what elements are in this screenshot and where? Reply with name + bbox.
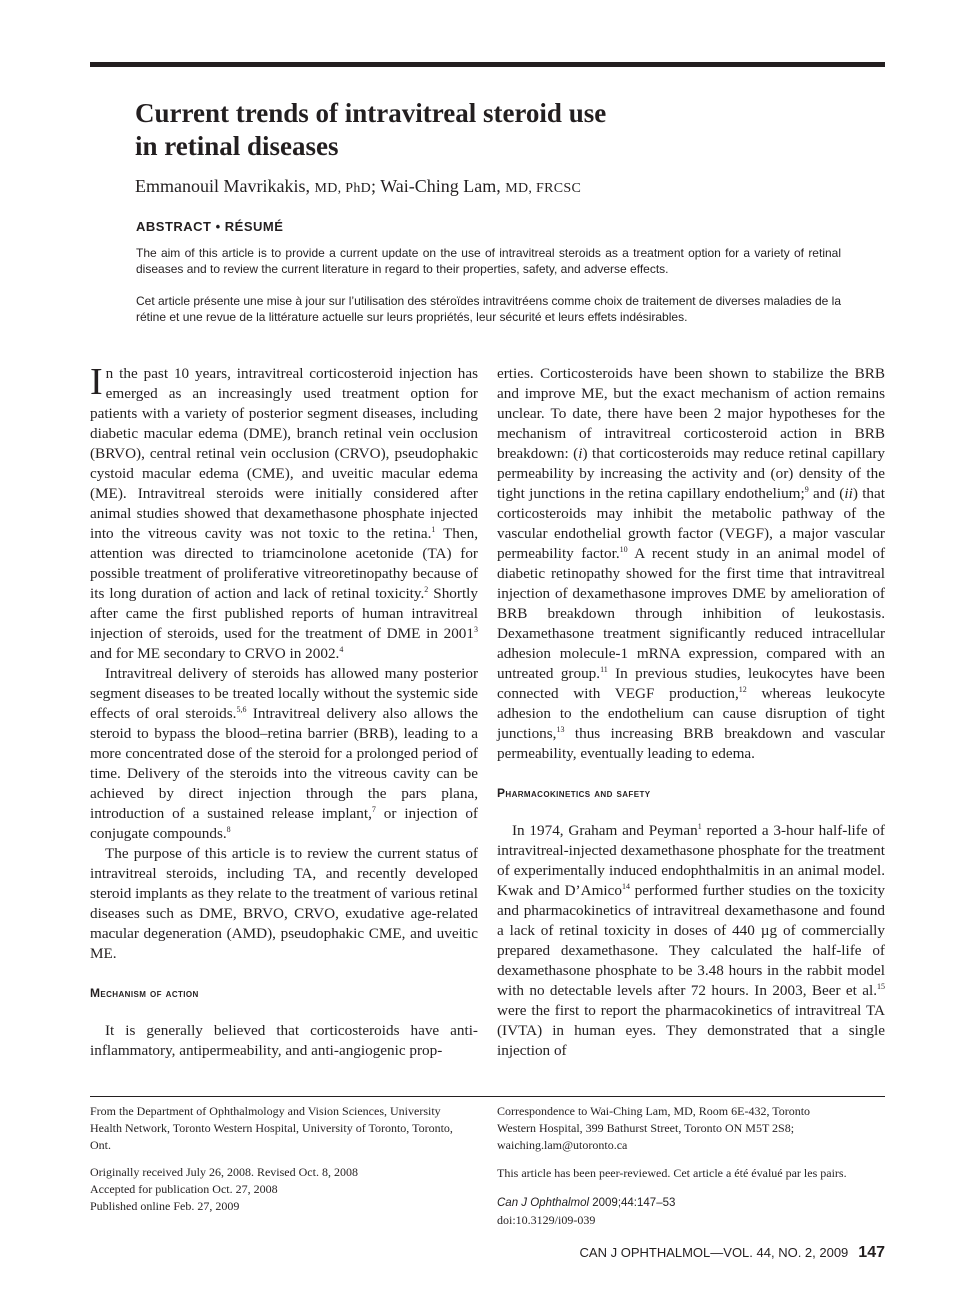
abstract-english: The aim of this article is to provide a current update on the use of intravitreal steroids as a treatment option for a variety of retinal diseases and to review the current literature in regard to their properties, safety, and adverse effects. xyxy=(136,246,841,276)
page-number: 147 xyxy=(858,1244,885,1261)
purpose-paragraph: The purpose of this article is to review the current status of intravitreal steroids, including TA, and recently developed steroid implants as they relate to the treatment of various retinal diseases such as DME, BRVO, CRVO, exudative age-related macular degeneration (AMD), pseudophakic CME, and uveitic ME. xyxy=(90,845,479,962)
left-column xyxy=(90,361,479,1061)
peer-review-note: This article has been peer-reviewed. Cet article a été évalué par les pairs. xyxy=(497,1166,847,1180)
citation: Can J Ophthalmol 2009;44:147–53 doi:10.3129/i09-039 xyxy=(497,1197,676,1227)
article-title: Current trends of intravitreal steroid use in retinal diseases xyxy=(135,98,607,161)
dates: Originally received July 26, 2008. Revised Oct. 8, 2008 Accepted for publication Oct. 27, 2008 Published online Feb. 27, 2009 xyxy=(90,1165,358,1213)
journal-footer: CAN J OPHTHALMOL—VOL. 44, NO. 2, 2009 147 xyxy=(579,1244,885,1261)
delivery-paragraph: Intravitreal delivery of steroids has allowed many posterior segment diseases to be treated locally without the systemic side effects of oral steroids.$^{5,6}$ Intravitreal delivery also allows the steroid to bypass the blood–retina barrier (BRB), leading to a more concentrated dose of the steroid for a prolonged period of time. Delivery of the steroids into the vitreous cavity can be achieved by direct injection through the pars plana, introduction of a sustained release implant,$^7$ or injection of conjugate compounds.$^8$ xyxy=(90,665,478,842)
right-column xyxy=(497,364,885,1061)
footer-rule xyxy=(90,1096,885,1097)
abstract-heading: ABSTRACT • RÉSUMÉ xyxy=(136,219,284,234)
email-link[interactable]: waiching.lam@utoronto.ca xyxy=(497,1138,628,1152)
section-heading-pharmacokinetics: Pharmacokinetics and safety xyxy=(497,786,651,800)
mechanism-paragraph: It is generally believed that corticosteroids have anti-inflammatory, antipermeability, and anti-angiogenic prop- xyxy=(90,1022,478,1059)
intro-paragraph: In the past 10 years, intravitreal corticosteroid injection has emerged as an increasingly used treatment option for patients with a variety of posterior segment diseases, including diabetic macular edema (DME), branch retinal vein occlusion (BRVO), central retinal vein occlusion (CRVO), pseudophakic cystoid macular edema (CME), and uveitic macular edema (ME). Intravitreal steroids were initially considered after animal studies showed that dexamethasone phosphate injected into the vitreous cavity was not toxic to the retina.$^1$ Then, attention was directed to triamcinolone acetonide (TA) for possible treatment of proliferative vitreoretinopathy because of its long duration of action and lack of retinal toxicity.$^2$ Shortly after came the first published reports of human intravitreal injection of steroids, used for the treatment of DME in 2001$^3$ and for ME secondary to CRVO in 2002.$^4$ xyxy=(90,361,478,662)
affiliation: From the Department of Ophthalmology and Vision Sciences, University Health Network, Toronto Western Hospital, University of Toronto, Toronto, Ont. xyxy=(90,1104,453,1152)
mechanism-continued-paragraph: erties. Corticosteroids have been shown to stabilize the BRB and improve ME, but the exact mechanism of action remains unclear. To date, there have been 2 major hypotheses for the mechanism of intravitreal corticosteroid action in BRB breakdown: (i) that corticosteroids may reduce retinal capillary permeability by increasing the activity and (or) density of the tight junctions in the retina capillary endothelium;$^9$ and (ii) that corticosteroids may inhibit the metabolic pathway of the vascular endothelial growth factor (VEGF), a major vascular permeability factor.$^{10}$ A recent study in an animal model of diabetic retinopathy showed for the first time that intravitreal injection of dexamethasone improves DME by amelioration of BRB breakdown through inhibition of leukostasis. Dexamethasone treatment significantly reduced intracellular adhesion molecule-1 mRNA expression, compared with an untreated group.$^{11}$ In previous studies, leukocytes have been connected with VEGF production,$^{12}$ whereas leukocyte adhesion to the endothelium can cause disruption of tight junctions,$^{13}$ thus increasing BRB breakdown and vascular permeability, eventually leading to edema. xyxy=(497,365,886,762)
correspondence: Correspondence to Wai-Ching Lam, MD, Room 6E-432, Toronto Western Hospital, 399 Bathurst Street, Toronto ON M5T 2S8; waiching.lam@utoronto.ca xyxy=(497,1104,811,1152)
doi-link[interactable]: doi:10.3129/i09-039 xyxy=(497,1213,596,1227)
pharmacokinetics-paragraph: In 1974, Graham and Peyman$^1$ reported a 3-hour half-life of intravitreal-injected dexamethasone phosphate for the treatment of experimentally induced endophthalmitis in an animal model. Kwak and D’Amico$^{14}$ performed further studies on the toxicity and pharmacokinetics of intravitreal dexamethasone and found a lack of retinal toxicity in doses of 440 µg of commercially prepared dexamethasone. They calculated the half-life of dexamethasone phosphate to be 3.48 hours in the rabbit model with no detectable levels after 72 hours. In 2003, Beer et al.$^{15}$ were the first to report the pharmacokinetics of intravitreal TA (IVTA) in human eyes. They demonstrated that a single injection of xyxy=(497,821,886,1059)
abstract-french: Cet article présente une mise à jour sur l’utilisation des stéroïdes intravitréens comme choix de traitement de diverses maladies de la rétine et une revue de la littérature actuelle sur leurs propriétés, leur sécurité et leurs effets indésirables. xyxy=(136,294,841,324)
authors: Emmanouil Mavrikakis, MD, PhD; Wai-Ching Lam, MD, FRCSC xyxy=(135,176,582,196)
drop-cap: I xyxy=(90,361,103,403)
section-heading-mechanism: Mechanism of action xyxy=(90,986,199,1000)
top-rule xyxy=(90,62,885,67)
